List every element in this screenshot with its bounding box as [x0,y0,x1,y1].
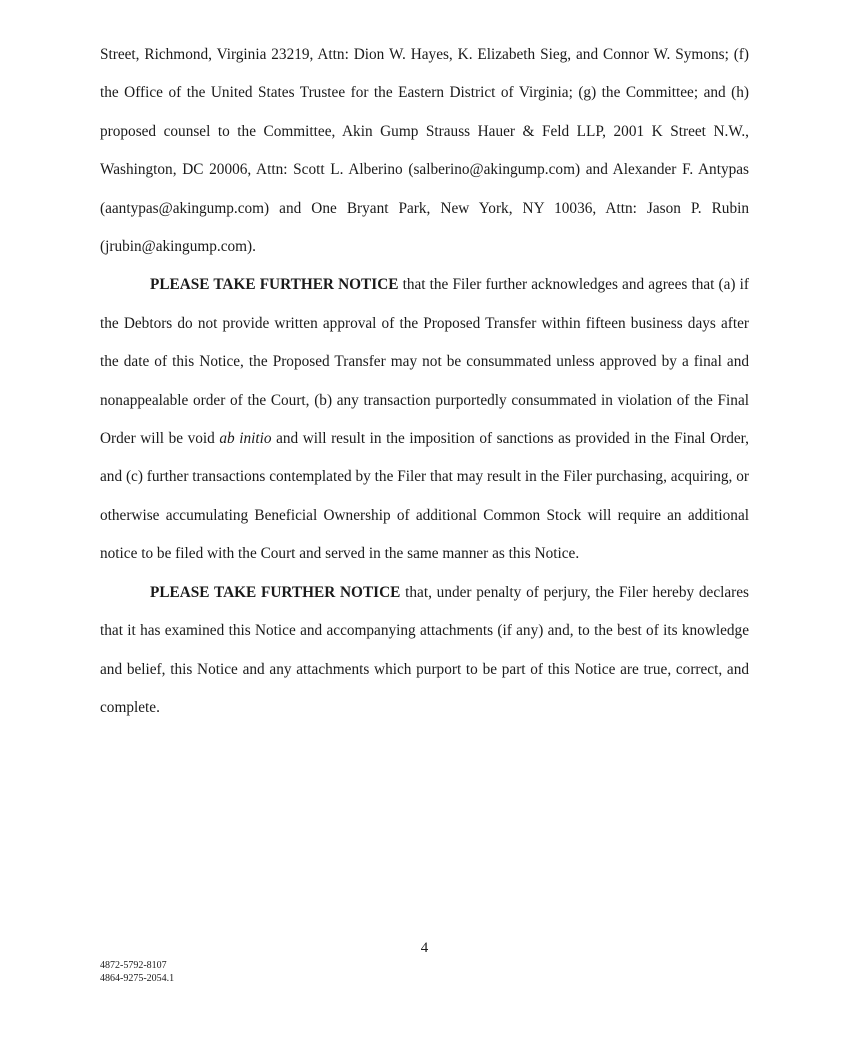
page-number: 4 [420,940,429,956]
paragraph-notice-parties-text: Street, Richmond, Virginia 23219, Attn: Dion W. Hayes, K. Elizabeth Sieg, and Connor W. Symons; (f) the Office of the United States Trustee for the Eastern District of Virginia; (g) the Committee; and (h) proposed counsel to the Committee, Akin Gump Strauss Hauer & Feld LLP, 2001 K Street N.W., Washington, DC 20006, Attn: Scott L. Alberino (salberino@akingump.com) and Alexander F. Antypas (aantypas@akingump.com) and One Bryant Park, New York, NY 10036, Attn: Jason P. Rubin (jrubin@akingump.com). [100,46,749,256]
further-notice-text-part-2: and will result in the imposition of sanctions as provided in the Final Order, and (c) further transactions contemplated by the Filer that may result in the Filer purchasing, acquiring, or otherwise accumulating Beneficial Ownership of additional Common Stock will require an additional notice to be filed with the Court and served in the same manner as this Notice. [100,430,749,563]
document-id-secondary: 4864-9275-2054.1 [100,972,175,984]
document-ids [100,960,174,985]
ab-initio-italic: ab initio [219,430,272,448]
paragraph-notice-parties [100,36,749,266]
perjury-declaration-text: that, under penalty of perjury, the Filer hereby declares that it has examined this Notice and accompanying attachments (if any) and, to the best of its knowledge and belief, this Notice and any attachments which purport to be part of this Notice are true, correct, and complete. [100,583,749,716]
document-id-primary: 4872-5792-8107 [100,960,167,971]
paragraph-further-notice-transfer [100,266,749,573]
further-notice-text-part-1: that the Filer further acknowledges and agrees that (a) if the Debtors do not provide written approval of the Proposed Transfer within fifteen business days after the date of this Notice, the Proposed Transfer may not be consummated unless approved by a final and nonappealable order of the Court, (b) any transaction purportedly consummated in violation of the Final Order will be void [100,276,749,448]
document-body [100,36,749,727]
further-notice-heading: PLEASE TAKE FURTHER NOTICE [150,276,399,294]
further-notice-heading: PLEASE TAKE FURTHER NOTICE [150,583,401,601]
paragraph-further-notice-perjury [100,574,749,728]
